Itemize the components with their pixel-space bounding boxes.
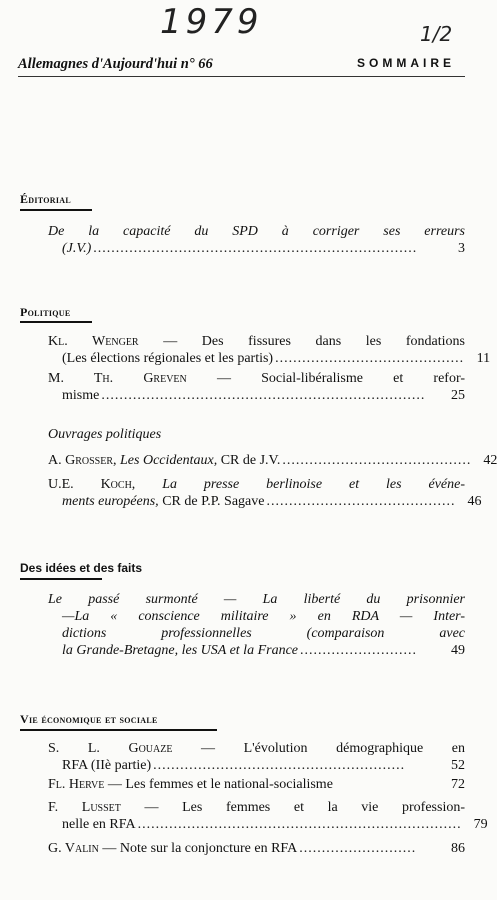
page-number: 3 [458, 241, 465, 256]
entry-text: — Note sur la conjoncture en RFA [98, 841, 298, 856]
toc-entry-wenger [48, 333, 491, 367]
subheading-ouvrages [48, 426, 465, 443]
handwritten-year: 1979 [160, 2, 263, 42]
leader-dots: ........................................................................ [101, 388, 426, 403]
book-title: La presse berlinoise et les événe- [162, 477, 466, 492]
section-rule-economie [20, 729, 217, 731]
toc-entry-valin [48, 840, 465, 857]
author-name: G. Valin [48, 841, 99, 856]
entry-text: — L'évolution démographique en [172, 741, 465, 756]
entry-text: dictions professionnelles (comparaison avec [62, 626, 465, 641]
page-number: 86 [451, 841, 465, 856]
section-title-politique: Politique [20, 305, 71, 319]
leader-dots: .......................... [299, 841, 417, 856]
toc-entry-editorial [48, 223, 465, 257]
entry-text: CR de P.P. Sagave [158, 494, 265, 509]
sommaire-heading: SOMMAIRE [357, 56, 455, 70]
entry-text: — Des fissures dans les fondations [138, 334, 465, 349]
leader-dots: ........................................................................ [93, 241, 418, 256]
toc-entry-herve [48, 776, 465, 793]
section-title-economie: Vie économique et sociale [20, 712, 158, 726]
author-name: M. Th. Greven [48, 371, 187, 386]
section-title-editorial: Éditorial [20, 192, 72, 206]
toc-entry-lusset [48, 799, 488, 833]
page-number: 79 [473, 817, 488, 832]
section-rule-editorial [20, 209, 92, 211]
section-title-idees: Des idées et des faits [20, 561, 143, 575]
subheading-text: Ouvrages politiques [48, 427, 162, 442]
entry-text: (J.V.) [62, 241, 92, 256]
author-name: A. Grosser, [48, 453, 117, 468]
entry-text: De la capacité du SPD à corriger ses erreurs [48, 224, 465, 239]
journal-title: Allemagnes d'Aujourd'hui n° 66 [18, 56, 213, 72]
leader-dots: .......................................... [282, 453, 472, 468]
entry-text: nelle en RFA [62, 817, 136, 832]
leader-dots [333, 776, 441, 793]
leader-dots: ........................................................................ [137, 817, 462, 832]
page-number: 42 [483, 453, 497, 468]
entry-text: — Les femmes et la vie profession- [120, 800, 465, 815]
leader-dots: .......................... [300, 643, 418, 658]
page-number: 25 [451, 388, 465, 403]
book-title: ments européens, [62, 494, 159, 509]
author-name: Fl. Herve [48, 777, 105, 792]
toc-entry-idees [48, 591, 465, 659]
leader-dots: .......................................... [275, 351, 465, 366]
toc-entry-gouaze [48, 740, 465, 774]
page-number: 72 [451, 777, 465, 792]
leader-dots: ........................................................ [153, 758, 406, 773]
section-rule-politique [20, 321, 92, 323]
page-number: 52 [451, 758, 465, 773]
entry-text: RFA (IIè partie) [62, 758, 152, 773]
author-name: U.E. Koch, [48, 477, 136, 492]
entry-text: — Les femmes et le national-socialisme [104, 777, 333, 792]
toc-entry-grosser [48, 452, 497, 469]
page-number: 46 [467, 494, 482, 509]
entry-text: —La « conscience militaire » en RDA — Inter- [62, 609, 465, 624]
book-title: Les Occidentaux, [120, 453, 218, 468]
section-rule-idees [20, 578, 102, 580]
entry-text: CR de J.V. [217, 453, 281, 468]
entry-text: Le passé surmonté — La liberté du prisonnier [48, 592, 465, 607]
leader-dots: .......................................... [266, 494, 456, 509]
entry-text: la Grande-Bretagne, les USA et la France [62, 643, 299, 658]
entry-text: — Social-libéralisme et refor- [186, 371, 465, 386]
handwritten-fraction: 1/2 [420, 22, 453, 46]
header-rule [18, 76, 465, 77]
toc-entry-greven [48, 370, 465, 404]
toc-entry-koch [48, 476, 482, 510]
page-number: 49 [451, 643, 465, 658]
author-name: S. L. Gouaze [48, 741, 173, 756]
author-name: Kl. Wenger [48, 334, 139, 349]
page-number: 11 [476, 351, 491, 366]
author-name: F. Lusset [48, 800, 121, 815]
entry-text: misme [62, 388, 100, 403]
entry-text: (Les élections régionales et les partis) [62, 351, 274, 366]
